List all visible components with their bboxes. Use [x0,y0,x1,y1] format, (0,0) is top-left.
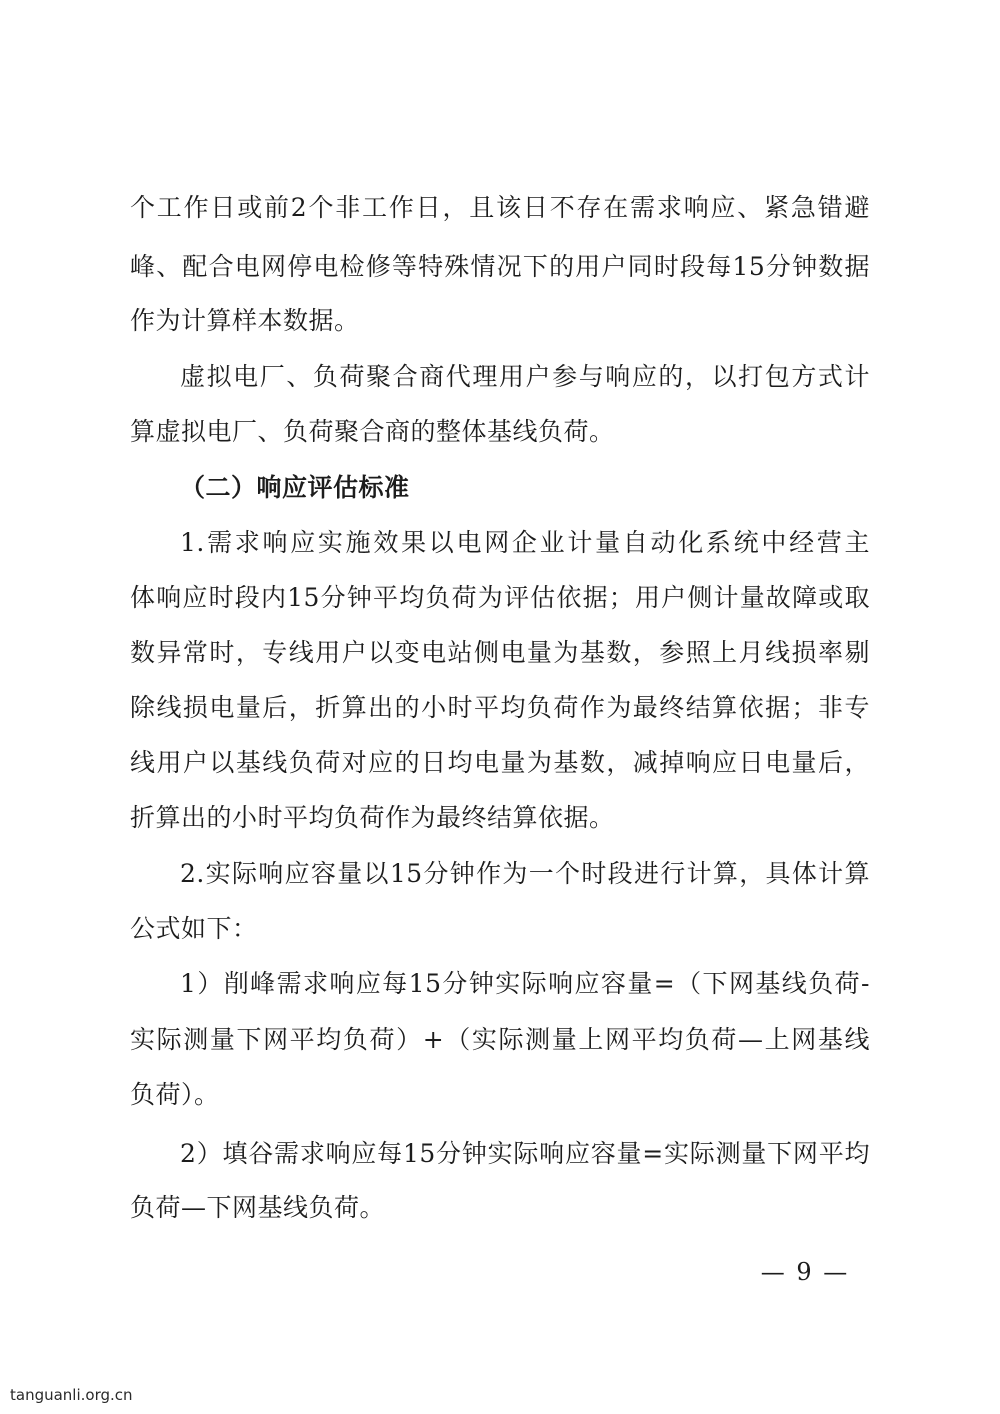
paragraph-line: 折算出的小时平均负荷作为最终结算依据。 [130,803,615,832]
paragraph-line: 体响应时段内15分钟平均负荷为评估依据；用户侧计量故障或取 [130,583,870,612]
paragraph-line: 2）填谷需求响应每15分钟实际响应容量=实际测量下网平均 [180,1139,870,1168]
paragraph-line: 除线损电量后，折算出的小时平均负荷作为最终结算依据；非专 [130,693,870,722]
paragraph-line: 算虚拟电厂、负荷聚合商的整体基线负荷。 [130,417,615,446]
paragraph-line: 1）削峰需求响应每15分钟实际响应容量=（下网基线负荷- [180,969,870,998]
section-heading: （二）响应评估标准 [180,473,410,502]
paragraph-line: 公式如下： [130,914,258,943]
paragraph-line: 负荷）。 [130,1080,220,1109]
paragraph-line: 峰、配合电网停电检修等特殊情况下的用户同时段每15分钟数据 [130,252,870,281]
paragraph-line: 虚拟电厂、负荷聚合商代理用户参与响应的，以打包方式计 [180,362,870,391]
paragraph-line: 负荷—下网基线负荷。 [130,1193,386,1222]
paragraph-line: 数异常时，专线用户以变电站侧电量为基数，参照上月线损率剔 [130,638,870,667]
paragraph-line: 个工作日或前2个非工作日，且该日不存在需求响应、紧急错避 [130,193,870,222]
paragraph-line: 线用户以基线负荷对应的日均电量为基数，减掉响应日电量后， [130,748,870,777]
paragraph-line: 作为计算样本数据。 [130,306,360,335]
watermark: tanguanli.org.cn [10,1386,133,1404]
paragraph-line: 2.实际响应容量以15分钟作为一个时段进行计算，具体计算 [180,859,870,888]
paragraph-line: 1.需求响应实施效果以电网企业计量自动化系统中经营主 [180,528,870,557]
page-number: — 9 — [760,1258,850,1286]
paragraph-line: 实际测量下网平均负荷）+（实际测量上网平均负荷—上网基线 [130,1025,870,1054]
